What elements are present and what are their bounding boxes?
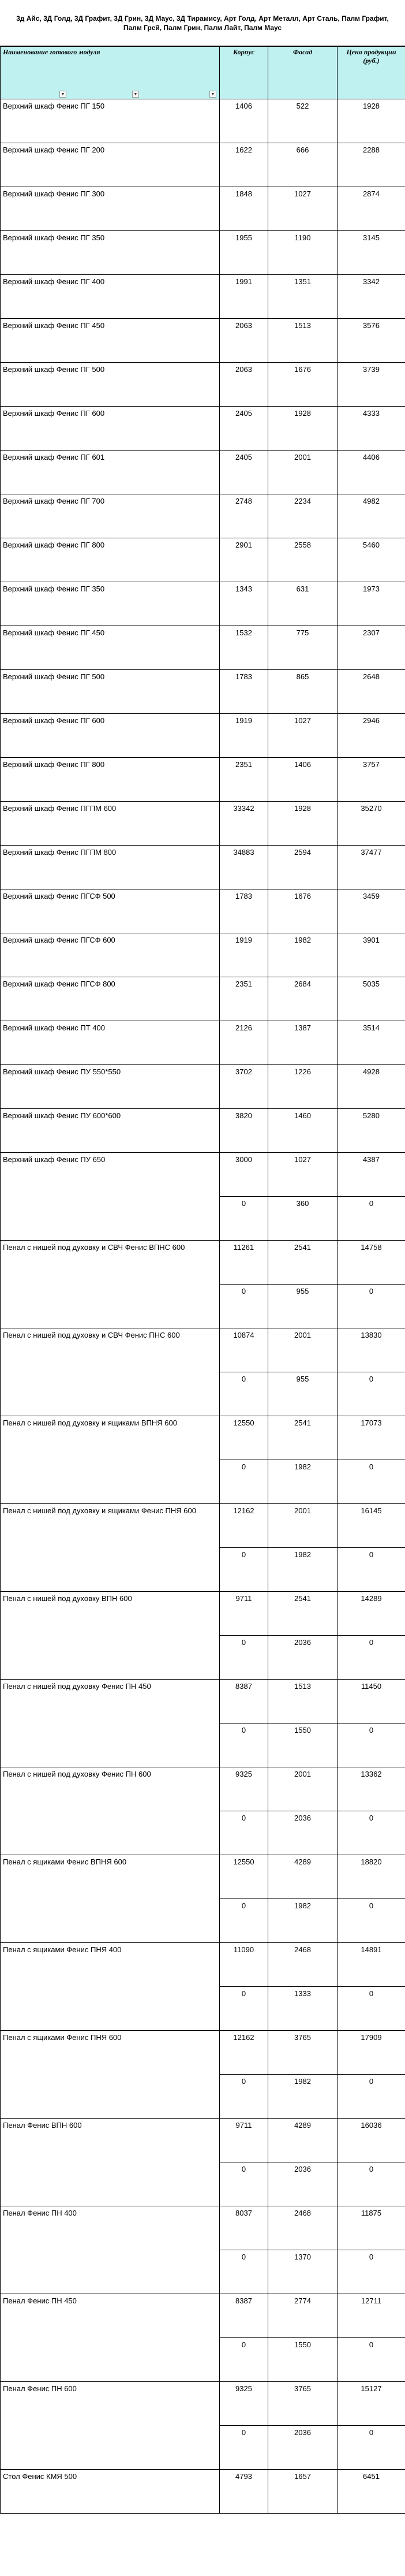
total-price-cell: 0 [337,1548,405,1592]
product-name-cell: Пенал с нишей под духовку Фенис ПН 450 [1,1680,220,1767]
body-price-cell: 2351 [220,758,268,802]
facade-price-cell: 775 [268,626,337,670]
total-price-cell: 5035 [337,977,405,1021]
facade-price-cell: 2468 [268,1943,337,1987]
facade-price-cell: 1928 [268,407,337,451]
product-name-cell: Верхний шкаф Фенис ПГ 800 [1,538,220,582]
total-price-cell: 0 [337,2250,405,2294]
table-row [1,319,405,363]
body-price-cell: 1783 [220,889,268,933]
table-row [1,363,405,407]
total-price-cell: 17073 [337,1416,405,1460]
body-price-cell: 9711 [220,2119,268,2162]
body-price-cell: 2901 [220,538,268,582]
body-price-cell: 2405 [220,451,268,494]
product-name-cell: Пенал с нишей под духовку Фенис ПН 600 [1,1767,220,1855]
product-name-cell: Верхний шкаф Фенис ПГ 350 [1,231,220,275]
body-price-cell: 2405 [220,407,268,451]
body-price-cell: 1622 [220,143,268,187]
column-header-price: Цена продукции (руб.) [337,47,405,99]
table-row [1,1504,405,1548]
total-price-cell: 18820 [337,1855,405,1899]
product-name-cell: Пенал с ящиками Фенис ПНЯ 400 [1,1943,220,2031]
facade-price-cell: 1226 [268,1065,337,1109]
body-price-cell: 1919 [220,714,268,758]
facade-price-cell: 1406 [268,758,337,802]
facade-price-cell: 4289 [268,1855,337,1899]
product-name-cell: Верхний шкаф Фенис ПТ 400 [1,1021,220,1065]
total-price-cell: 37477 [337,846,405,889]
table-row [1,582,405,626]
body-price-cell: 0 [220,2162,268,2206]
body-price-cell: 10874 [220,1328,268,1372]
table-row [1,2294,405,2338]
facade-price-cell: 1387 [268,1021,337,1065]
total-price-cell: 6451 [337,2470,405,2514]
total-price-cell: 2307 [337,626,405,670]
body-price-cell: 0 [220,1636,268,1680]
body-price-cell: 0 [220,1460,268,1504]
body-price-cell: 8037 [220,2206,268,2250]
facade-price-cell: 1982 [268,1548,337,1592]
facade-price-cell: 1027 [268,714,337,758]
product-name-cell: Верхний шкаф Фенис ПГ 601 [1,451,220,494]
body-price-cell: 0 [220,1372,268,1416]
product-name-cell: Пенал с нишей под духовку ВПН 600 [1,1592,220,1680]
total-price-cell: 3739 [337,363,405,407]
facade-price-cell: 955 [268,1372,337,1416]
table-row [1,407,405,451]
table-row [1,143,405,187]
table-row [1,1241,405,1285]
body-price-cell: 1991 [220,275,268,319]
total-price-cell: 0 [337,1723,405,1767]
facade-price-cell: 3765 [268,2382,337,2426]
total-price-cell: 14289 [337,1592,405,1636]
facade-price-cell: 1928 [268,802,337,846]
facade-price-cell: 1513 [268,319,337,363]
table-row [1,275,405,319]
body-price-cell: 1532 [220,626,268,670]
total-price-cell: 4406 [337,451,405,494]
total-price-cell: 17909 [337,2031,405,2075]
filter-dropdown-icon[interactable]: ▼ [132,91,139,98]
facade-price-cell: 865 [268,670,337,714]
body-price-cell: 0 [220,2338,268,2382]
facade-price-cell: 522 [268,99,337,143]
table-row [1,1943,405,1987]
total-price-cell: 1973 [337,582,405,626]
table-row [1,2470,405,2514]
total-price-cell: 0 [337,1372,405,1416]
facade-price-cell: 1982 [268,1460,337,1504]
product-name-cell: Пенал Фенис ПН 400 [1,2206,220,2294]
facade-price-cell: 2558 [268,538,337,582]
total-price-cell: 3145 [337,231,405,275]
facade-price-cell: 1190 [268,231,337,275]
table-row [1,1021,405,1065]
product-name-cell: Верхний шкаф Фенис ПГСФ 600 [1,933,220,977]
facade-price-cell: 2541 [268,1592,337,1636]
facade-price-cell: 3765 [268,2031,337,2075]
table-row [1,714,405,758]
body-price-cell: 11261 [220,1241,268,1285]
product-name-cell: Пенал с нишей под духовку и ящиками Фенис ПНЯ 600 [1,1504,220,1592]
facade-price-cell: 1460 [268,1109,337,1153]
table-row [1,933,405,977]
facade-price-cell: 360 [268,1197,337,1241]
body-price-cell: 1955 [220,231,268,275]
body-price-cell: 0 [220,1197,268,1241]
body-price-cell: 1343 [220,582,268,626]
total-price-cell: 3901 [337,933,405,977]
product-name-cell: Верхний шкаф Фенис ПГСФ 500 [1,889,220,933]
table-row [1,1767,405,1811]
product-name-cell: Верхний шкаф Фенис ПУ 600*600 [1,1109,220,1153]
total-price-cell: 12711 [337,2294,405,2338]
facade-price-cell: 2036 [268,2162,337,2206]
body-price-cell: 11090 [220,1943,268,1987]
body-price-cell: 33342 [220,802,268,846]
body-price-cell: 0 [220,1811,268,1855]
product-name-cell: Верхний шкаф Фенис ПГ 500 [1,670,220,714]
total-price-cell: 11875 [337,2206,405,2250]
body-price-cell: 3000 [220,1153,268,1197]
total-price-cell: 0 [337,1285,405,1328]
table-row [1,2031,405,2075]
body-price-cell: 9325 [220,2382,268,2426]
facade-price-cell: 1027 [268,187,337,231]
total-price-cell: 11450 [337,1680,405,1723]
total-price-cell: 16036 [337,2119,405,2162]
body-price-cell: 0 [220,1548,268,1592]
facade-price-cell: 2541 [268,1416,337,1460]
body-price-cell: 1919 [220,933,268,977]
product-name-cell: Верхний шкаф Фенис ПГ 200 [1,143,220,187]
table-row [1,2206,405,2250]
product-name-cell: Верхний шкаф Фенис ПУ 650 [1,1153,220,1241]
table-row [1,1416,405,1460]
product-name-cell: Верхний шкаф Фенис ПГ 800 [1,758,220,802]
facade-price-cell: 2684 [268,977,337,1021]
product-name-cell: Верхний шкаф Фенис ПГ 700 [1,494,220,538]
body-price-cell: 9325 [220,1767,268,1811]
filter-dropdown-icon[interactable]: ▼ [209,91,216,98]
total-price-cell: 2874 [337,187,405,231]
total-price-cell: 5280 [337,1109,405,1153]
facade-price-cell: 1333 [268,1987,337,2031]
table-row [1,1065,405,1109]
total-price-cell: 15127 [337,2382,405,2426]
total-price-cell: 0 [337,2338,405,2382]
total-price-cell: 0 [337,2075,405,2119]
table-body [1,99,405,2514]
total-price-cell: 5460 [337,538,405,582]
body-price-cell: 9711 [220,1592,268,1636]
total-price-cell: 3757 [337,758,405,802]
product-name-cell: Пенал Фенис ПН 600 [1,2382,220,2470]
table-row [1,1153,405,1197]
facade-price-cell: 4289 [268,2119,337,2162]
total-price-cell: 3342 [337,275,405,319]
column-header-name-label: Наименование готового модуля [3,48,100,56]
body-price-cell: 0 [220,2250,268,2294]
filter-dropdown-icon[interactable]: ▼ [59,91,66,98]
facade-price-cell: 631 [268,582,337,626]
table-row [1,2382,405,2426]
column-header-body: Корпус [220,47,268,99]
body-price-cell: 0 [220,1285,268,1328]
facade-price-cell: 1982 [268,2075,337,2119]
facade-price-cell: 2774 [268,2294,337,2338]
body-price-cell: 12162 [220,2031,268,2075]
product-name-cell: Пенал с ящиками Фенис ВПНЯ 600 [1,1855,220,1943]
product-name-cell: Верхний шкаф Фенис ПГ 150 [1,99,220,143]
facade-price-cell: 2541 [268,1241,337,1285]
facade-price-cell: 2036 [268,1811,337,1855]
product-name-cell: Верхний шкаф Фенис ПГ 450 [1,319,220,363]
total-price-cell: 2648 [337,670,405,714]
product-name-cell: Верхний шкаф Фенис ПГСФ 800 [1,977,220,1021]
body-price-cell: 12550 [220,1416,268,1460]
product-name-cell: Верхний шкаф Фенис ПУ 550*550 [1,1065,220,1109]
body-price-cell: 34883 [220,846,268,889]
total-price-cell: 4333 [337,407,405,451]
product-name-cell: Пенал Фенис ВПН 600 [1,2119,220,2206]
body-price-cell: 1406 [220,99,268,143]
total-price-cell: 0 [337,1460,405,1504]
total-price-cell: 4982 [337,494,405,538]
table-row [1,538,405,582]
total-price-cell: 2946 [337,714,405,758]
product-name-cell: Верхний шкаф Фенис ПГ 600 [1,714,220,758]
product-name-cell: Пенал Фенис ПН 450 [1,2294,220,2382]
total-price-cell: 1928 [337,99,405,143]
total-price-cell: 14891 [337,1943,405,1987]
product-name-cell: Верхний шкаф Фенис ПГПМ 800 [1,846,220,889]
body-price-cell: 0 [220,1723,268,1767]
total-price-cell: 0 [337,1811,405,1855]
product-name-cell: Верхний шкаф Фенис ПГ 400 [1,275,220,319]
facade-price-cell: 2001 [268,1767,337,1811]
total-price-cell: 2288 [337,143,405,187]
table-row [1,977,405,1021]
body-price-cell: 3702 [220,1065,268,1109]
body-price-cell: 8387 [220,2294,268,2338]
facade-price-cell: 2001 [268,1504,337,1548]
facade-price-cell: 1982 [268,1899,337,1943]
table-row [1,1855,405,1899]
facade-price-cell: 1676 [268,363,337,407]
facade-price-cell: 1550 [268,2338,337,2382]
total-price-cell: 0 [337,2162,405,2206]
product-name-cell: Пенал с ящиками Фенис ПНЯ 600 [1,2031,220,2119]
table-row [1,2119,405,2162]
body-price-cell: 0 [220,2426,268,2470]
price-table [0,46,405,2514]
table-row [1,846,405,889]
body-price-cell: 2063 [220,363,268,407]
body-price-cell: 4793 [220,2470,268,2514]
body-price-cell: 0 [220,1899,268,1943]
facade-price-cell: 1982 [268,933,337,977]
table-row [1,758,405,802]
table-row [1,1680,405,1723]
body-price-cell: 8387 [220,1680,268,1723]
table-row [1,99,405,143]
total-price-cell: 3459 [337,889,405,933]
facade-price-cell: 2594 [268,846,337,889]
product-name-cell: Пенал с нишей под духовку и СВЧ Фенис ВПНС 600 [1,1241,220,1328]
table-row [1,1328,405,1372]
body-price-cell: 3820 [220,1109,268,1153]
facade-price-cell: 2234 [268,494,337,538]
table-row [1,889,405,933]
total-price-cell: 16145 [337,1504,405,1548]
total-price-cell: 0 [337,1636,405,1680]
facade-price-cell: 1027 [268,1153,337,1197]
table-row [1,670,405,714]
product-name-cell: Верхний шкаф Фенис ПГ 350 [1,582,220,626]
total-price-cell: 0 [337,2426,405,2470]
body-price-cell: 0 [220,1987,268,2031]
facade-price-cell: 955 [268,1285,337,1328]
product-name-cell: Верхний шкаф Фенис ПГ 600 [1,407,220,451]
table-row [1,1109,405,1153]
facade-price-cell: 2036 [268,2426,337,2470]
facade-price-cell: 1513 [268,1680,337,1723]
body-price-cell: 2063 [220,319,268,363]
product-name-cell: Верхний шкаф Фенис ПГ 450 [1,626,220,670]
body-price-cell: 0 [220,2075,268,2119]
total-price-cell: 3576 [337,319,405,363]
facade-price-cell: 1370 [268,2250,337,2294]
body-price-cell: 12550 [220,1855,268,1899]
total-price-cell: 0 [337,1899,405,1943]
table-row [1,187,405,231]
total-price-cell: 13830 [337,1328,405,1372]
table-row [1,1592,405,1636]
product-name-cell: Стол Фенис КМЯ 500 [1,2470,220,2514]
facade-price-cell: 1657 [268,2470,337,2514]
total-price-cell: 4387 [337,1153,405,1197]
table-row [1,494,405,538]
facade-price-cell: 2001 [268,1328,337,1372]
facade-price-cell: 2468 [268,2206,337,2250]
total-price-cell: 14758 [337,1241,405,1285]
facade-price-cell: 1351 [268,275,337,319]
table-row [1,626,405,670]
facade-price-cell: 666 [268,143,337,187]
body-price-cell: 2748 [220,494,268,538]
total-price-cell: 35270 [337,802,405,846]
product-name-cell: Верхний шкаф Фенис ПГ 500 [1,363,220,407]
total-price-cell: 0 [337,1987,405,2031]
total-price-cell: 3514 [337,1021,405,1065]
facade-price-cell: 2036 [268,1636,337,1680]
facade-price-cell: 2001 [268,451,337,494]
body-price-cell: 12162 [220,1504,268,1548]
facade-price-cell: 1676 [268,889,337,933]
column-header-name [1,47,220,99]
body-price-cell: 1783 [220,670,268,714]
page-title: 3д Айс, 3Д Голд, 3Д Графит, 3Д Грин, 3Д Маус, 3Д Тирамису, Арт Голд, Арт Металл, Арт Сталь, Палм Графит, Палм Грей, Палм Грин, Палм Лайт, Палм Маус [0,0,405,46]
total-price-cell: 0 [337,1197,405,1241]
product-name-cell: Верхний шкаф Фенис ПГ 300 [1,187,220,231]
table-row [1,451,405,494]
product-name-cell: Верхний шкаф Фенис ПГПМ 600 [1,802,220,846]
table-row [1,802,405,846]
total-price-cell: 4928 [337,1065,405,1109]
product-name-cell: Пенал с нишей под духовку и СВЧ Фенис ПНС 600 [1,1328,220,1416]
table-row [1,231,405,275]
facade-price-cell: 1550 [268,1723,337,1767]
body-price-cell: 2351 [220,977,268,1021]
product-name-cell: Пенал с нишей под духовку и ящиками ВПНЯ 600 [1,1416,220,1504]
table-header-row [1,47,405,99]
body-price-cell: 2126 [220,1021,268,1065]
column-header-facade: Фасад [268,47,337,99]
body-price-cell: 1848 [220,187,268,231]
total-price-cell: 13362 [337,1767,405,1811]
